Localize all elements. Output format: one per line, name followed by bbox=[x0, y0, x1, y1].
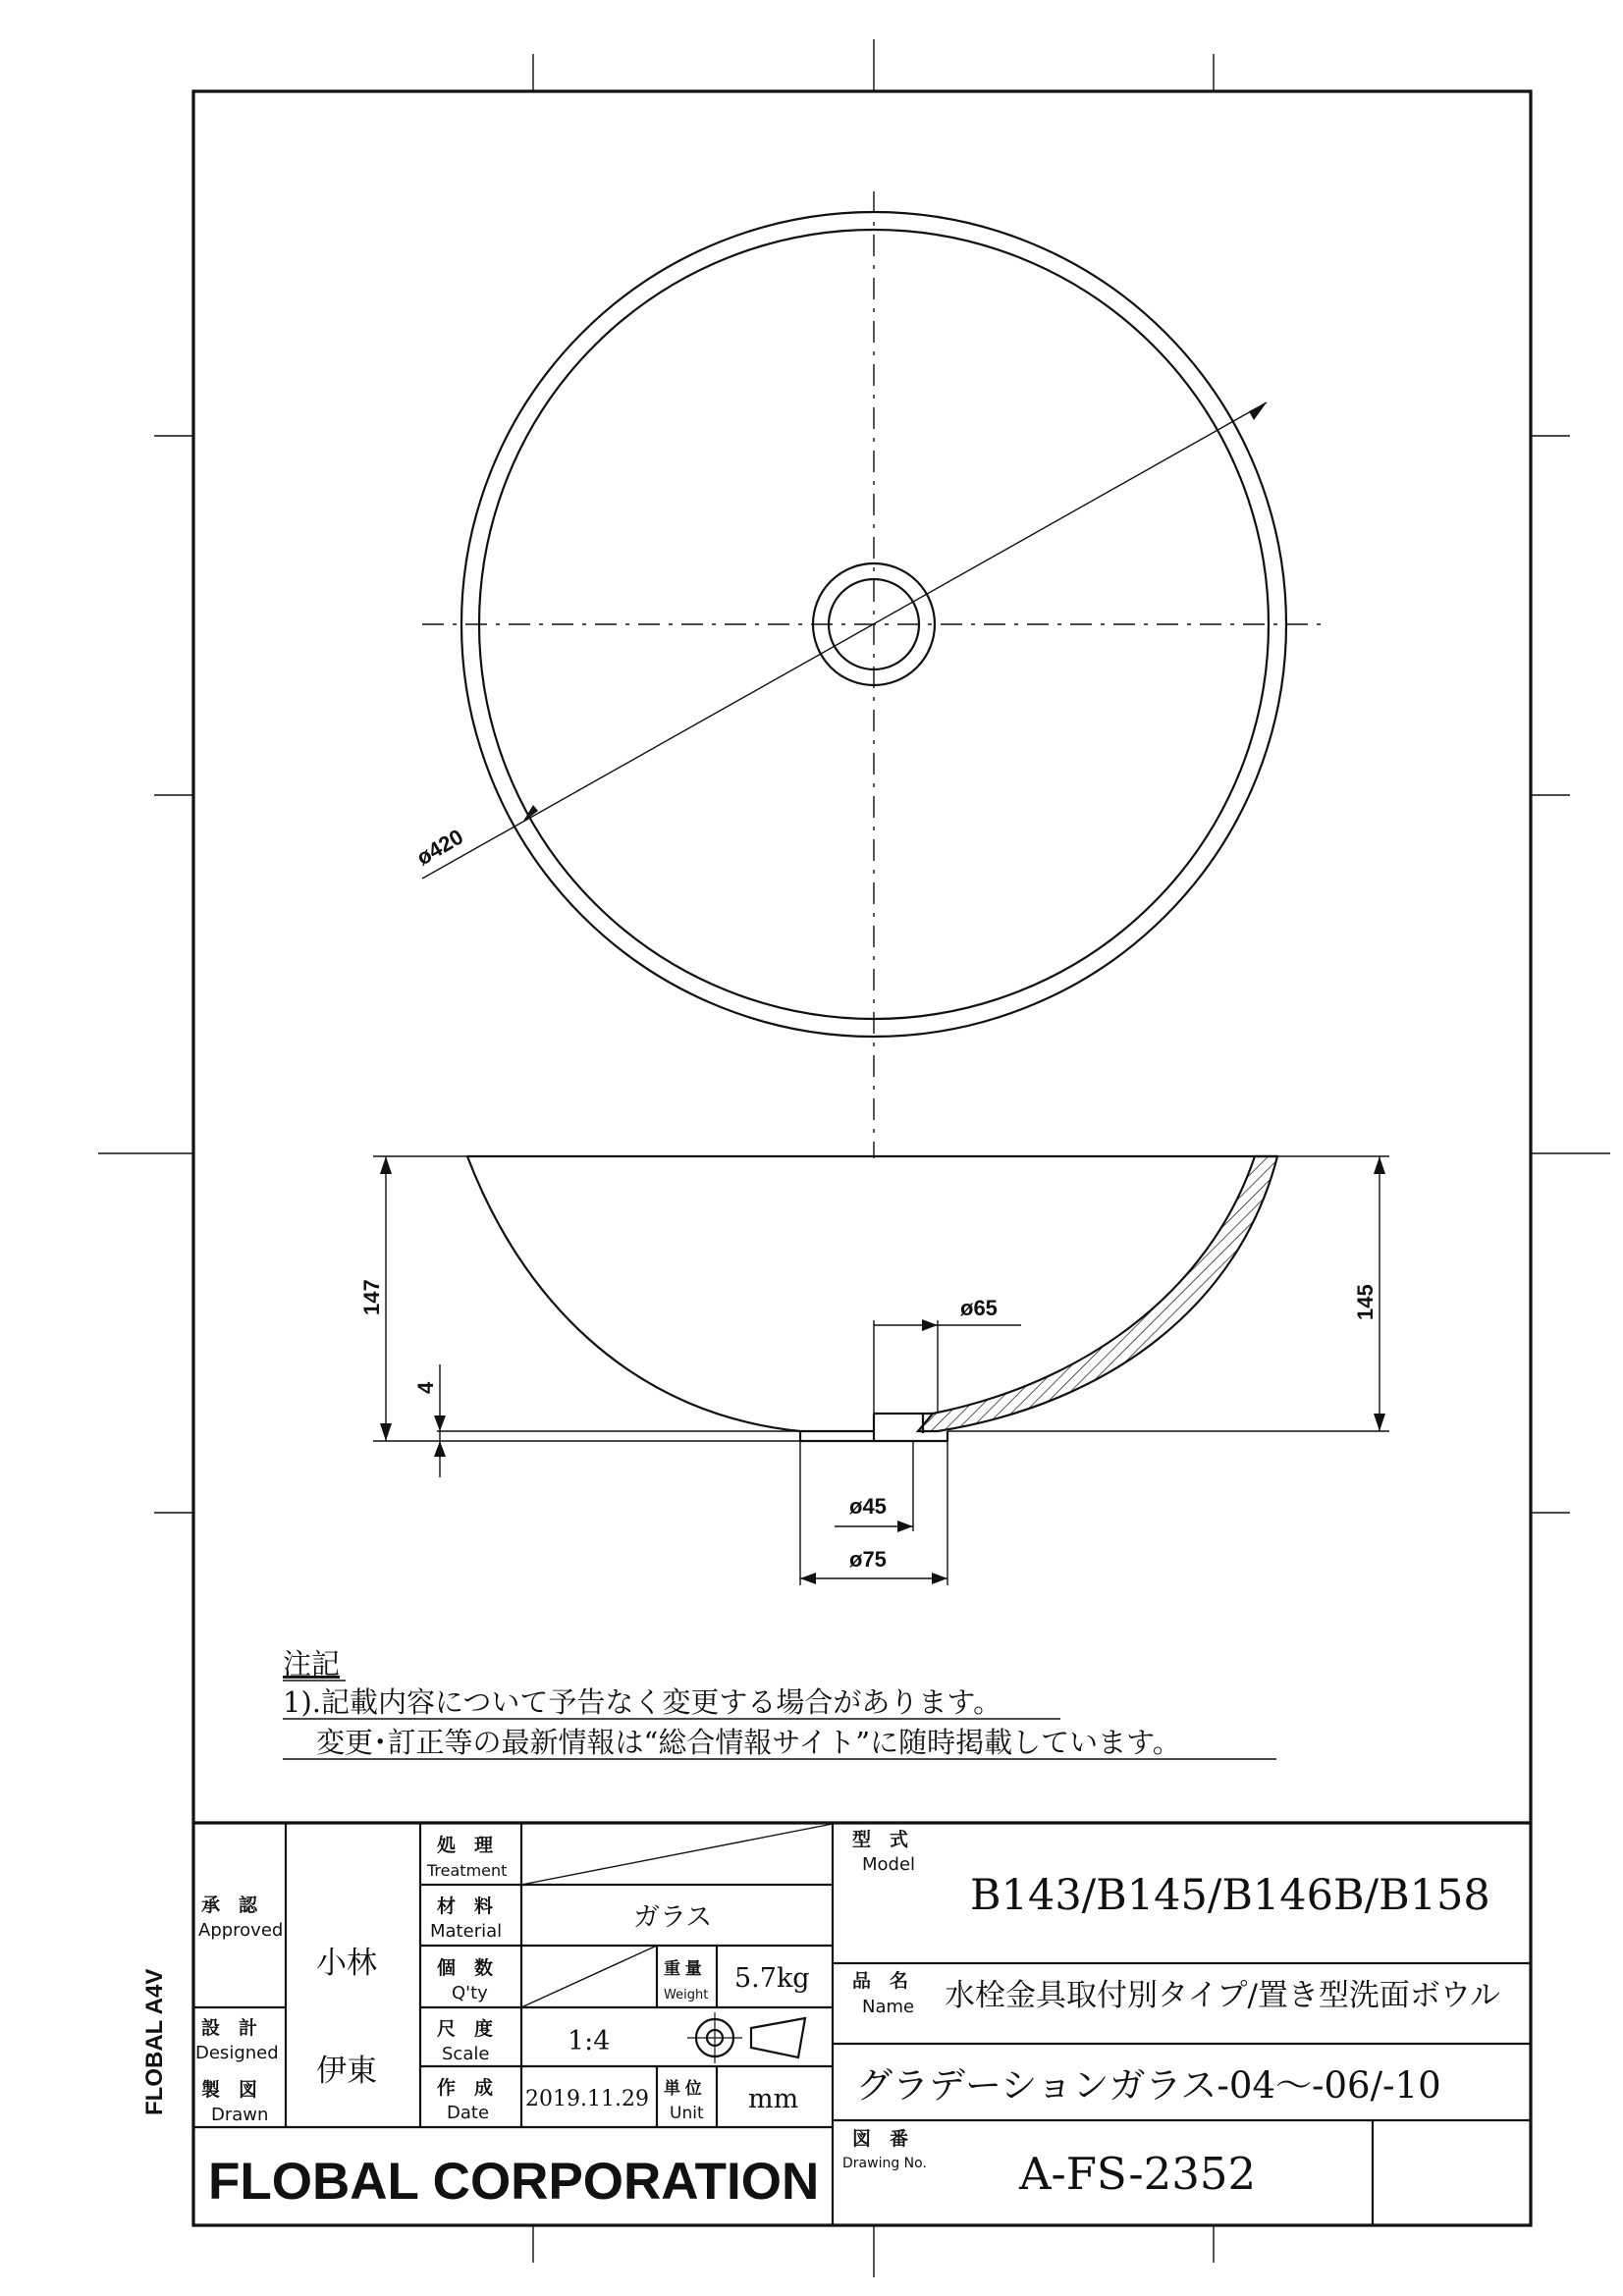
designed-label-jp: 設 計 bbox=[201, 2018, 258, 2039]
product-name-variant: グラデーションガラス-04～-06/-10 bbox=[856, 2064, 1441, 2107]
name-label-en: Name bbox=[862, 1997, 915, 2017]
height-147-label: 147 bbox=[359, 1279, 384, 1315]
diameter-dimension-line bbox=[422, 402, 1267, 879]
designer-name: 伊東 bbox=[316, 2054, 377, 2089]
qty-label-jp: 個 数 bbox=[437, 1958, 494, 1979]
section-hatched-wall bbox=[918, 1156, 1277, 1431]
scale-value: 1:4 bbox=[568, 2026, 611, 2056]
qty-label-en: Q'ty bbox=[452, 1983, 488, 2003]
notes bbox=[283, 1647, 1276, 1759]
notes-heading: 注記 bbox=[283, 1647, 341, 1681]
weight-label-en: Weight bbox=[664, 1988, 709, 2002]
material-label-jp: 材 料 bbox=[437, 1896, 494, 1917]
section-outer-curve bbox=[467, 1156, 874, 1431]
drawing-number: A-FS-2352 bbox=[1019, 2148, 1257, 2200]
company-name: FLOBAL CORPORATION bbox=[208, 2153, 820, 2211]
scale-label-jp: 尺 度 bbox=[437, 2019, 494, 2040]
model-label-jp: 型 式 bbox=[852, 1830, 909, 1850]
drawn-label-jp: 製 図 bbox=[201, 2080, 258, 2101]
notes-line-1: 1).記載内容について予告なく変更する場合があります。 bbox=[283, 1685, 1002, 1719]
top-view bbox=[412, 191, 1325, 1158]
unit-label-en: Unit bbox=[670, 2104, 704, 2123]
model-value: B143/B145/B146B/B158 bbox=[970, 1871, 1490, 1920]
weight-value: 5.7kg bbox=[734, 1963, 810, 1994]
foot-inner-diameter-label: ø45 bbox=[849, 1494, 887, 1519]
approved-label-en: Approved bbox=[198, 1920, 284, 1941]
material-value: ガラス bbox=[633, 1902, 713, 1933]
projection-symbol-icon bbox=[687, 2012, 805, 2063]
centering-marks bbox=[98, 39, 1610, 2277]
approver-name: 小林 bbox=[316, 1946, 377, 1981]
drain-diameter-label: ø65 bbox=[960, 1296, 998, 1320]
sheet-size-label: FLOBAL A4V bbox=[141, 1968, 168, 2115]
product-name: 水栓金具取付別タイプ/置き型洗面ボウル bbox=[945, 1978, 1500, 2013]
arrowhead bbox=[1249, 402, 1267, 420]
height-145-label: 145 bbox=[1353, 1284, 1378, 1320]
top-diameter-label: ø420 bbox=[412, 824, 467, 871]
bottom-thickness-label: 4 bbox=[413, 1381, 438, 1394]
drawing-no-label-en: Drawing No. bbox=[842, 2156, 927, 2171]
designed-label-en: Designed bbox=[195, 2043, 279, 2063]
date-value: 2019.11.29 bbox=[525, 2087, 649, 2111]
treatment-label-en: Treatment bbox=[427, 1861, 508, 1880]
date-label-en: Date bbox=[447, 2103, 490, 2123]
title-block bbox=[193, 1823, 1531, 2225]
section-view bbox=[359, 1156, 1389, 1585]
scale-label-en: Scale bbox=[442, 2044, 490, 2064]
unit-value: mm bbox=[748, 2084, 799, 2114]
name-label-jp: 品 名 bbox=[852, 1971, 909, 1992]
notes-line-2: 変更･訂正等の最新情報は“総合情報サイト”に随時掲載しています。 bbox=[316, 1726, 1181, 1759]
drawn-label-en: Drawn bbox=[211, 2105, 269, 2125]
foot-outer-diameter-label: ø75 bbox=[849, 1547, 887, 1572]
approved-label-jp: 承 認 bbox=[201, 1896, 258, 1916]
model-label-en: Model bbox=[862, 1854, 916, 1875]
drawing-no-label-jp: 図 番 bbox=[852, 2129, 909, 2150]
material-label-en: Material bbox=[430, 1921, 503, 1942]
weight-label-jp: 重 量 bbox=[664, 1959, 702, 1978]
unit-label-jp: 単 位 bbox=[664, 2079, 702, 2098]
date-label-jp: 作 成 bbox=[437, 2078, 494, 2099]
treatment-label-jp: 処 理 bbox=[437, 1836, 494, 1856]
